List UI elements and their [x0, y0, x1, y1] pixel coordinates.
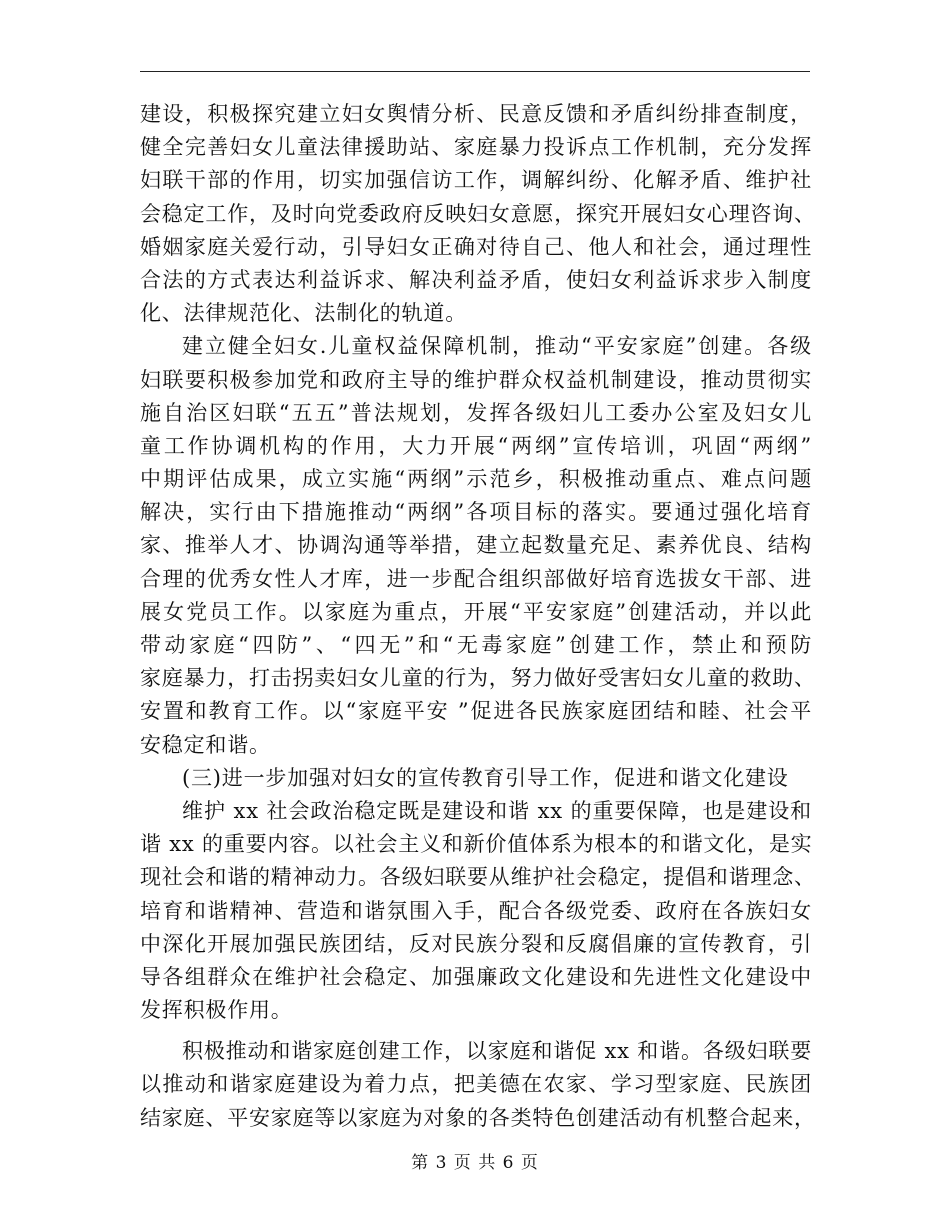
document-body	[140, 98, 816, 1135]
header-rule	[140, 71, 810, 72]
paragraph-line: 维护 xx 社会政治稳定既是建设和谐 xx 的重要保障，也是建设和	[182, 798, 812, 823]
paragraph-line: 施自治区妇联“五五”普法规划，发挥各级妇儿工委办公室及妇女儿	[140, 400, 812, 425]
paragraph-line: 家庭暴力，打击拐卖妇女儿童的行为，努力做好受害妇女儿童的救助、	[140, 666, 816, 691]
paragraph-line: 中深化开展加强民族团结，反对民族分裂和反腐倡廉的宣传教育，引	[140, 931, 812, 956]
paragraph-line: 培育和谐精神、营造和谐氛围入手，配合各级党委、政府在各族妇女	[140, 898, 812, 923]
paragraph-line: 合理的优秀女性人才库，进一步配合组织部做好培育选拔女干部、进	[140, 566, 812, 591]
page-footer: 第 3 页 共 6 页	[411, 1153, 539, 1173]
paragraph-line: 建立健全妇女.儿童权益保障机制，推动“平安家庭”创建。各级	[182, 334, 812, 359]
section-heading	[140, 762, 812, 795]
paragraph-line: 会稳定工作，及时向党委政府反映妇女意愿，探究开展妇女心理咨询、	[140, 201, 816, 226]
paragraph-line: 谐 xx 的重要内容。以社会主义和新价值体系为根本的和谐文化，是实	[140, 832, 813, 857]
section-heading-text: (三)进一步加强对妇女的宣传教育引导工作，促进和谐文化建设	[182, 765, 789, 790]
paragraph-4	[140, 1035, 816, 1135]
paragraph-gap	[140, 1027, 812, 1035]
paragraph-2	[140, 330, 816, 761]
paragraph-line: 建设，积极探究建立妇女舆情分析、民意反馈和矛盾纠纷排查制度，	[140, 102, 812, 126]
paragraph-3	[140, 795, 816, 1027]
paragraph-line: 合法的方式表达利益诉求、解决利益矛盾，使妇女利益诉求步入制度	[140, 267, 812, 292]
paragraph-line: 安稳定和谐。	[140, 732, 271, 757]
paragraph-line: 导各组群众在维护社会稳定、加强廉政文化建设和先进性文化建设中	[140, 964, 812, 989]
paragraph-line: 安置和教育工作。以“家庭平安 ”促进各民族家庭团结和睦、社会平	[140, 699, 812, 724]
paragraph-line: 结家庭、平安家庭等以家庭为对象的各类特色创建活动有机整合起来，	[140, 1105, 816, 1130]
paragraph-line: 以推动和谐家庭建设为着力点，把美德在农家、学习型家庭、民族团	[140, 1072, 812, 1097]
paragraph-line: 妇联干部的作用，切实加强信访工作，调解纠纷、化解矛盾、维护社	[140, 168, 812, 193]
paragraph-line: 发挥积极作用。	[140, 998, 293, 1023]
paragraph-line: 积极推动和谐家庭创建工作，以家庭和谐促 xx 和谐。各级妇联要	[182, 1039, 812, 1064]
paragraph-line: 婚姻家庭关爱行动，引导妇女正确对待自己、他人和社会，通过理性	[140, 234, 812, 259]
paragraph-line: 妇联要积极参加党和政府主导的维护群众权益机制建设，推动贯彻实	[140, 367, 812, 392]
paragraph-line: 健全完善妇女儿童法律援助站、家庭暴力投诉点工作机制，充分发挥	[140, 135, 812, 160]
paragraph-line: 展女党员工作。以家庭为重点，开展“平安家庭”创建活动，并以此	[140, 599, 812, 624]
paragraph-line: 童工作协调机构的作用，大力开展“两纲”宣传培训，巩固“两纲”	[140, 433, 812, 458]
paragraph-line: 解决，实行由下措施推动“两纲”各项目标的落实。要通过强化培育	[140, 500, 812, 525]
paragraph-line: 家、推举人才、协调沟通等举措，建立起数量充足、素养优良、结构	[140, 533, 812, 558]
paragraph-line: 中期评估成果，成立实施“两纲”示范乡，积极推动重点、难点问题	[140, 467, 812, 492]
paragraph-line: 现社会和谐的精神动力。各级妇联要从维护社会稳定，提倡和谐理念、	[140, 865, 816, 890]
paragraph-line: 化、法律规范化、法制化的轨道。	[140, 301, 467, 326]
paragraph-1	[140, 98, 816, 330]
paragraph-line: 带动家庭“四防”、“四无”和“无毒家庭”创建工作，禁止和预防	[140, 633, 812, 657]
